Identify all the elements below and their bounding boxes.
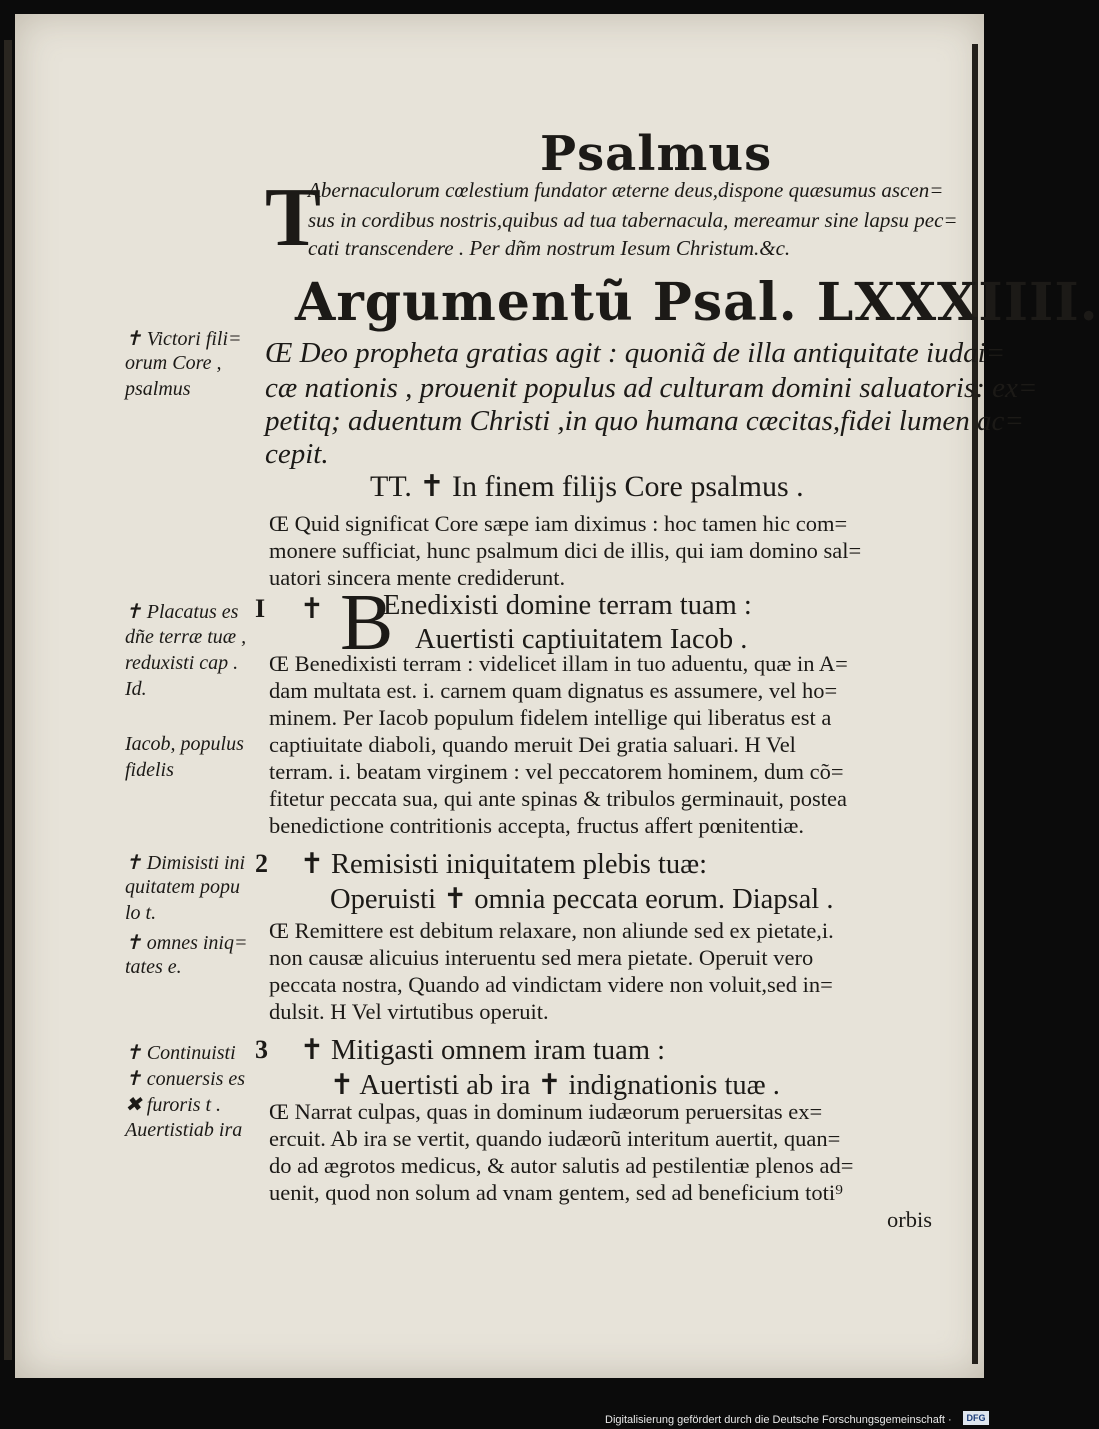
commentary-line: non causæ alicuius interuentu sed mera pietate. Operuit vero bbox=[269, 945, 814, 970]
commentary-line: uenit, quod non solum ad vnam gentem, sed ad beneficium toti⁹ bbox=[269, 1180, 843, 1205]
verse-line: Enedixisti domine terram tuam : bbox=[383, 590, 752, 621]
psalm-subtitle: TT. ✝ In finem filijs Core psalmus . bbox=[370, 470, 804, 503]
book-page bbox=[15, 14, 1099, 1378]
digitization-credit: Digitalisierung gefördert durch die Deutsche Forschungsgemeinschaft · bbox=[605, 1414, 952, 1426]
prayer-initial: T bbox=[265, 171, 322, 264]
page-heading: Psalmus bbox=[540, 126, 773, 182]
verse-line: ✝ Mitigasti omnem iram tuam : bbox=[300, 1035, 666, 1066]
margin-note-line: ✝ Dimisisti ini bbox=[125, 852, 246, 874]
margin-note-line: Iacob, populus bbox=[125, 733, 244, 755]
commentary-line: orbis bbox=[887, 1207, 932, 1232]
verse-line: ✝ Remisisti iniquitatem plebis tuæ: bbox=[300, 849, 708, 880]
margin-note-line: reduxisti cap . bbox=[125, 652, 239, 674]
prayer-line: sus in cordibus nostris,quibus ad tua tabernacula, mereamur sine lapsu pec= bbox=[308, 208, 958, 232]
argument-line: cepit. bbox=[265, 438, 329, 470]
commentary-line: peccata nostra, Quando ad vindictam videre non voluit,sed in= bbox=[269, 972, 833, 997]
argument-line: Œ Deo propheta gratias agit : quoniã de illa antiquitate iudai= bbox=[265, 337, 1006, 369]
verse-line: ✝ Auertisti ab ira ✝ indignationis tuæ . bbox=[330, 1070, 780, 1101]
verse-line: Auertisti captiuitatem Iacob . bbox=[415, 624, 748, 655]
verse-cross: ✝ bbox=[300, 594, 324, 625]
margin-note-line: lo t. bbox=[125, 902, 157, 924]
prayer-line: Abernaculorum cœlestium fundator æterne deus,dispone quæsumus ascen= bbox=[308, 178, 944, 202]
margin-note-line: dñe terræ tuæ , bbox=[125, 626, 247, 648]
margin-note-line: ✖ furoris t . bbox=[125, 1094, 222, 1116]
intro-line: Œ Quid significat Core sæpe iam diximus : hoc tamen hic com= bbox=[269, 511, 848, 536]
verse-line: Operuisti ✝ omnia peccata eorum. Diapsal . bbox=[330, 884, 834, 915]
margin-note-line: ✝ conuersis es bbox=[125, 1068, 246, 1090]
verse-number: I bbox=[255, 594, 266, 623]
margin-note-line: tates e. bbox=[125, 956, 182, 978]
verse-initial: B bbox=[340, 579, 394, 667]
prayer-line: cati transcendere . Per dñm nostrum Iesum Christum.&c. bbox=[308, 236, 791, 260]
commentary-line: do ad ægrotos medicus, & autor salutis ad pestilentiæ plenos ad= bbox=[269, 1153, 854, 1178]
margin-note-line: quitatem popu bbox=[125, 876, 240, 898]
margin-note-line: psalmus bbox=[125, 378, 191, 400]
commentary-line: terram. i. beatam virginem : vel peccatorem hominem, dum cõ= bbox=[269, 759, 844, 784]
commentary-line: captiuitate diaboli, quando meruit Dei gratia saluari. H Vel bbox=[269, 732, 796, 757]
commentary-line: fitetur peccata sua, qui ante spinas & tribulos germinauit, postea bbox=[269, 786, 847, 811]
commentary-line: benedictione contritionis accepta, fructus affert pœnitentiæ. bbox=[269, 813, 805, 838]
verse-number: 3 bbox=[255, 1035, 268, 1064]
argument-line: petitq; aduentum Christi ,in quo humana cæcitas,fidei lumen ac= bbox=[265, 405, 1024, 437]
commentary-line: minem. Per Iacob populum fidelem intellige qui liberatus est a bbox=[269, 705, 832, 730]
margin-note-line: orum Core , bbox=[125, 352, 222, 374]
page-edge-left bbox=[4, 40, 12, 1360]
argument-line: cæ nationis , prouenit populus ad culturam domini saluatoris: ex= bbox=[265, 372, 1038, 404]
margin-note-line: Id. bbox=[125, 678, 147, 700]
commentary-line: Œ Remittere est debitum relaxare, non aliunde sed ex pietate,i. bbox=[269, 918, 834, 943]
commentary-line: Œ Benedixisti terram : videlicet illam in tuo aduentu, quæ in A= bbox=[269, 651, 848, 676]
dfg-logo: DFG bbox=[963, 1411, 989, 1425]
margin-note-line: ✝ Placatus es bbox=[125, 601, 239, 623]
commentary-line: dam multata est. i. carnem quam dignatus es assumere, vel ho= bbox=[269, 678, 838, 703]
commentary-line: Œ Narrat culpas, quas in dominum iudæorum peruersitas ex= bbox=[269, 1099, 823, 1124]
intro-line: uatori sincera mente crediderunt. bbox=[269, 565, 566, 590]
argument-title: Argumentũ Psal. LXXXIIII. bbox=[295, 272, 1099, 333]
verse-number: 2 bbox=[255, 849, 268, 878]
commentary-line: ercuit. Ab ira se vertit, quando iudæorũ interitum auertit, quan= bbox=[269, 1126, 841, 1151]
margin-note-line: ✝ omnes iniq= bbox=[125, 932, 248, 954]
intro-line: monere sufficiat, hunc psalmum dici de illis, qui iam domino sal= bbox=[269, 538, 862, 563]
margin-note-line: Auertistiab ira bbox=[125, 1119, 243, 1141]
margin-note-line: fidelis bbox=[125, 759, 174, 781]
commentary-line: dulsit. H Vel virtutibus operuit. bbox=[269, 999, 549, 1024]
page-edge-right bbox=[972, 44, 978, 1364]
margin-note-line: ✝ Victori fili= bbox=[125, 328, 242, 350]
margin-note-line: ✝ Continuisti bbox=[125, 1042, 236, 1064]
